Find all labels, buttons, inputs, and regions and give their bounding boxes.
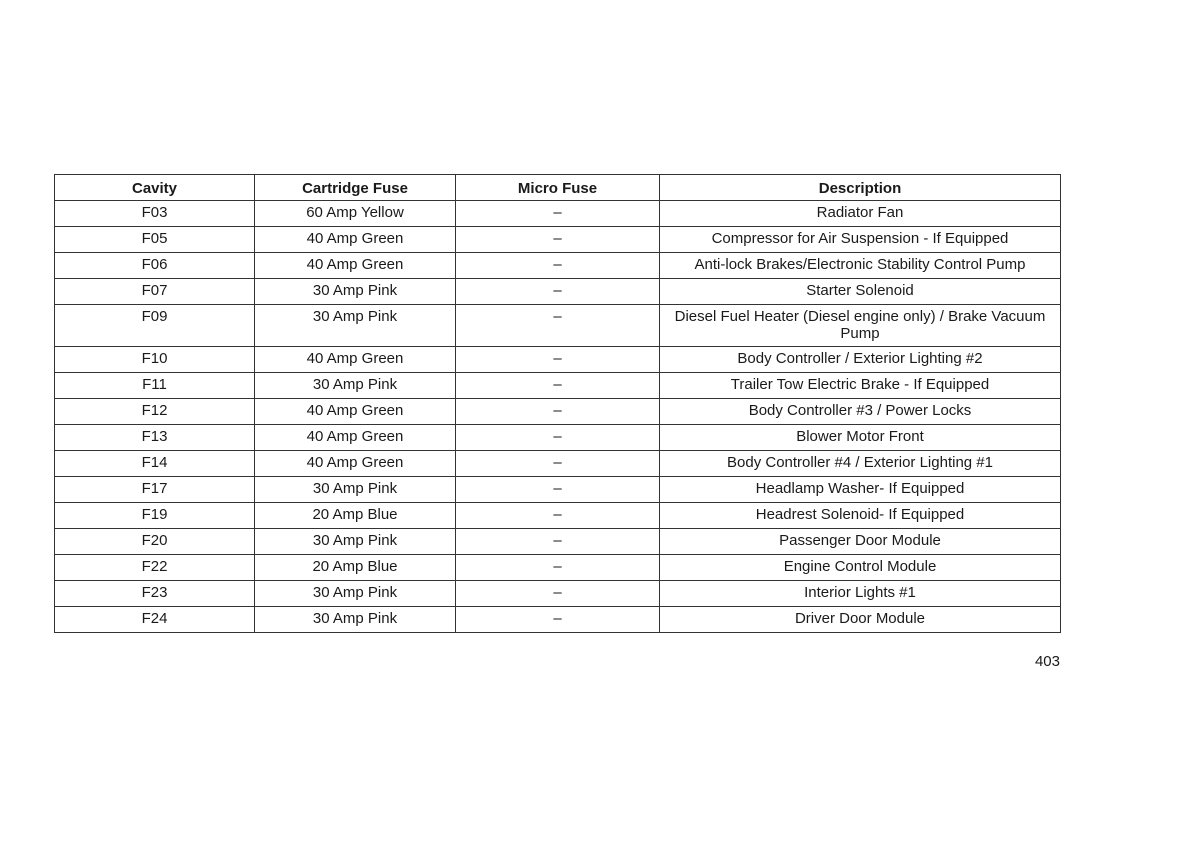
cell-micro-fuse: – — [456, 425, 660, 451]
cell-cartridge-fuse: 40 Amp Green — [255, 425, 456, 451]
cell-cavity: F05 — [55, 227, 255, 253]
cell-micro-fuse: – — [456, 373, 660, 399]
header-cartridge-fuse: Cartridge Fuse — [255, 175, 456, 201]
cell-description: Passenger Door Module — [660, 529, 1061, 555]
header-cavity: Cavity — [55, 175, 255, 201]
cell-description: Trailer Tow Electric Brake - If Equipped — [660, 373, 1061, 399]
cell-micro-fuse: – — [456, 581, 660, 607]
cell-cavity: F09 — [55, 305, 255, 347]
cell-cavity: F10 — [55, 347, 255, 373]
table-row — [55, 581, 1061, 607]
cell-micro-fuse: – — [456, 529, 660, 555]
cell-cartridge-fuse: 30 Amp Pink — [255, 373, 456, 399]
cell-cartridge-fuse: 20 Amp Blue — [255, 503, 456, 529]
cell-cartridge-fuse: 30 Amp Pink — [255, 477, 456, 503]
cell-micro-fuse: – — [456, 253, 660, 279]
cell-cartridge-fuse: 30 Amp Pink — [255, 607, 456, 633]
cell-description: Anti-lock Brakes/Electronic Stability Control Pump — [660, 253, 1061, 279]
table-row — [55, 425, 1061, 451]
cell-cartridge-fuse: 30 Amp Pink — [255, 279, 456, 305]
page-number: 403 — [1034, 653, 1060, 670]
cell-micro-fuse: – — [456, 279, 660, 305]
table-row — [55, 555, 1061, 581]
cell-micro-fuse: – — [456, 607, 660, 633]
cell-cartridge-fuse: 40 Amp Green — [255, 227, 456, 253]
cell-description: Body Controller #4 / Exterior Lighting #1 — [660, 451, 1061, 477]
table-row — [55, 201, 1061, 227]
cell-cavity: F06 — [55, 253, 255, 279]
table-row — [55, 529, 1061, 555]
cell-cartridge-fuse: 30 Amp Pink — [255, 581, 456, 607]
table-row — [55, 347, 1061, 373]
cell-cartridge-fuse: 40 Amp Green — [255, 347, 456, 373]
cell-micro-fuse: – — [456, 451, 660, 477]
table-row — [55, 477, 1061, 503]
header-description: Description — [660, 175, 1061, 201]
cell-description: Diesel Fuel Heater (Diesel engine only) / Brake Vacuum Pump — [660, 305, 1061, 347]
cell-cavity: F22 — [55, 555, 255, 581]
table-body — [55, 201, 1061, 633]
cell-description: Compressor for Air Suspension - If Equipped — [660, 227, 1061, 253]
cell-cartridge-fuse: 40 Amp Green — [255, 253, 456, 279]
cell-cavity: F11 — [55, 373, 255, 399]
table-row — [55, 503, 1061, 529]
cell-micro-fuse: – — [456, 503, 660, 529]
cell-cartridge-fuse: 30 Amp Pink — [255, 305, 456, 347]
cell-cavity: F03 — [55, 201, 255, 227]
cell-micro-fuse: – — [456, 399, 660, 425]
cell-micro-fuse: – — [456, 201, 660, 227]
cell-micro-fuse: – — [456, 305, 660, 347]
cell-description: Body Controller / Exterior Lighting #2 — [660, 347, 1061, 373]
cell-cavity: F14 — [55, 451, 255, 477]
fuse-table — [54, 174, 1061, 633]
cell-micro-fuse: – — [456, 227, 660, 253]
cell-cartridge-fuse: 40 Amp Green — [255, 399, 456, 425]
cell-cartridge-fuse: 40 Amp Green — [255, 451, 456, 477]
table-row — [55, 279, 1061, 305]
cell-cartridge-fuse: 30 Amp Pink — [255, 529, 456, 555]
cell-cavity: F12 — [55, 399, 255, 425]
cell-cartridge-fuse: 20 Amp Blue — [255, 555, 456, 581]
table-row — [55, 253, 1061, 279]
cell-description: Headrest Solenoid- If Equipped — [660, 503, 1061, 529]
cell-description: Starter Solenoid — [660, 279, 1061, 305]
table-row — [55, 451, 1061, 477]
cell-description: Body Controller #3 / Power Locks — [660, 399, 1061, 425]
cell-description: Radiator Fan — [660, 201, 1061, 227]
table-header — [55, 175, 1061, 201]
cell-cartridge-fuse: 60 Amp Yellow — [255, 201, 456, 227]
header-micro-fuse: Micro Fuse — [456, 175, 660, 201]
cell-cavity: F07 — [55, 279, 255, 305]
cell-description: Driver Door Module — [660, 607, 1061, 633]
cell-cavity: F17 — [55, 477, 255, 503]
cell-cavity: F24 — [55, 607, 255, 633]
table-row — [55, 607, 1061, 633]
cell-cavity: F19 — [55, 503, 255, 529]
cell-micro-fuse: – — [456, 347, 660, 373]
cell-description: Headlamp Washer- If Equipped — [660, 477, 1061, 503]
cell-cavity: F20 — [55, 529, 255, 555]
table-row — [55, 305, 1061, 347]
cell-description: Interior Lights #1 — [660, 581, 1061, 607]
cell-cavity: F13 — [55, 425, 255, 451]
cell-description: Blower Motor Front — [660, 425, 1061, 451]
cell-micro-fuse: – — [456, 477, 660, 503]
table-row — [55, 399, 1061, 425]
header-row — [55, 175, 1061, 201]
table-row — [55, 373, 1061, 399]
table-row — [55, 227, 1061, 253]
cell-micro-fuse: – — [456, 555, 660, 581]
cell-cavity: F23 — [55, 581, 255, 607]
cell-description: Engine Control Module — [660, 555, 1061, 581]
